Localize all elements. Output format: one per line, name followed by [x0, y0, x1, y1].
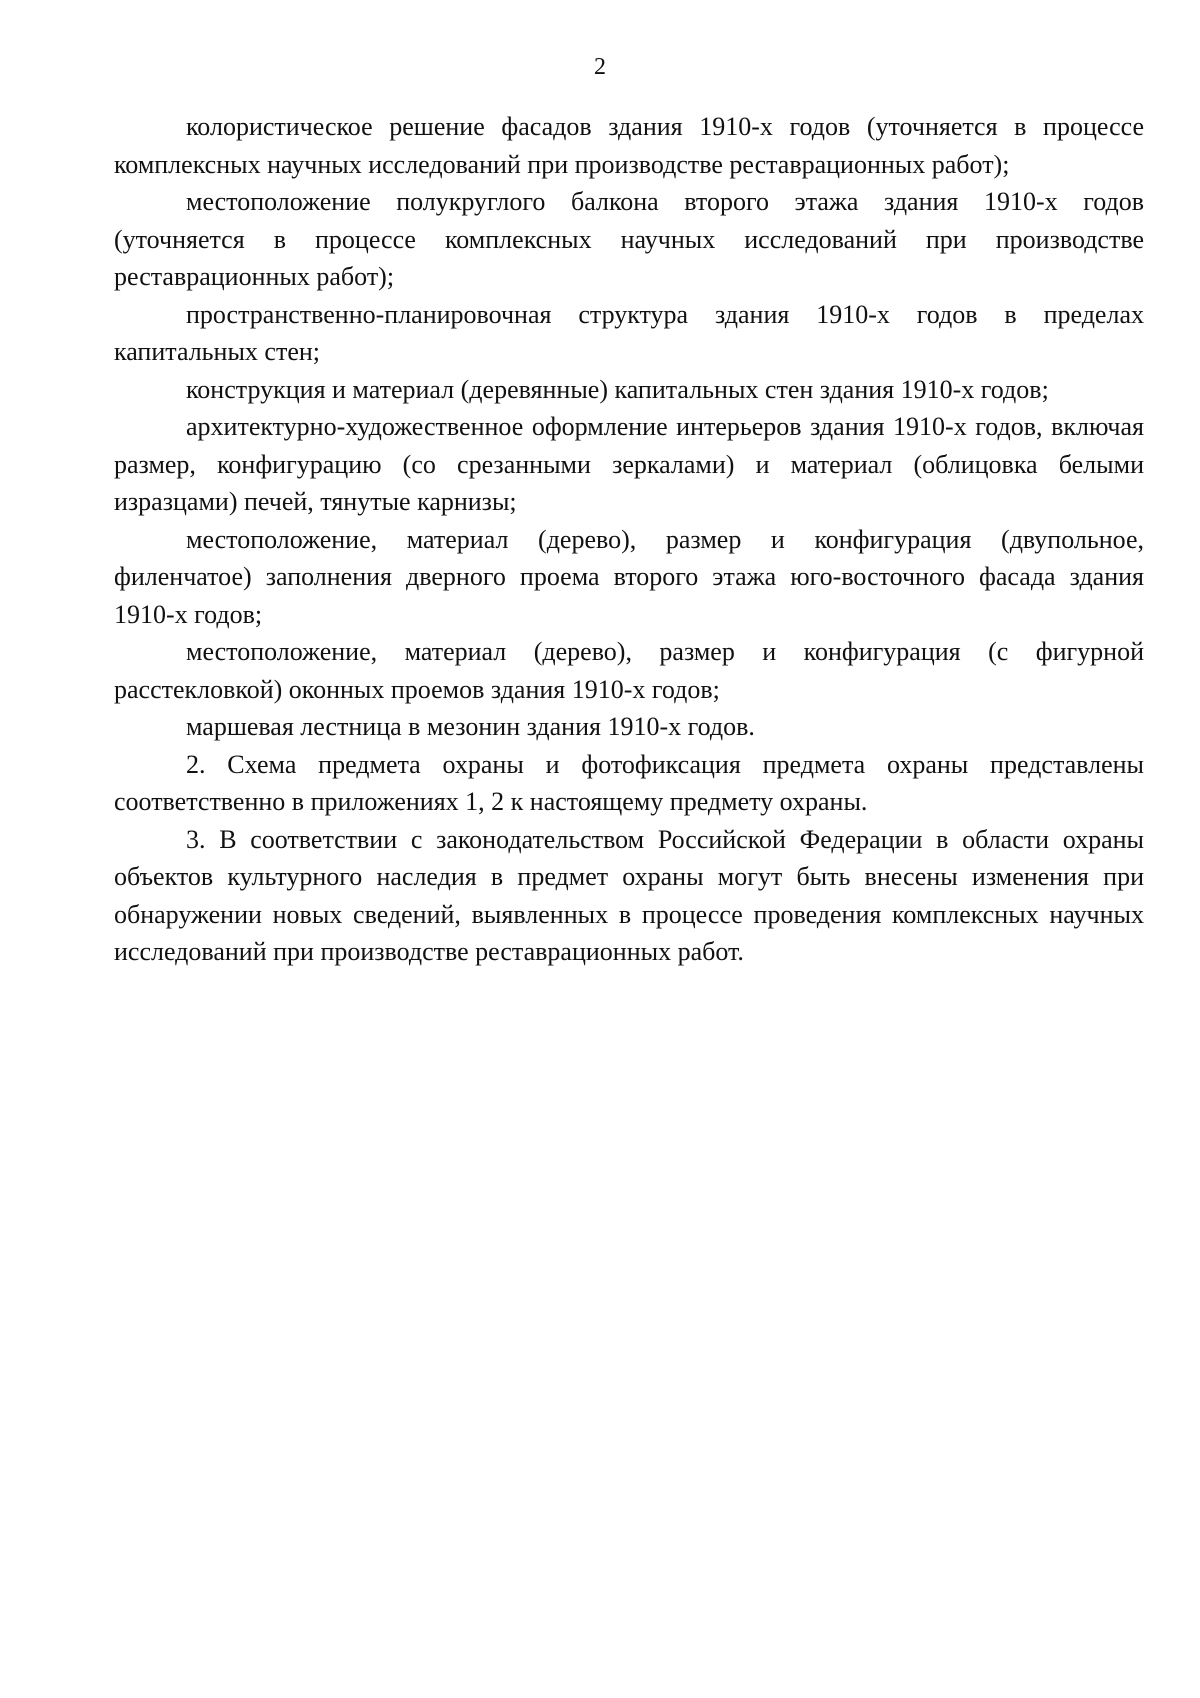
paragraph-item-3: 3. В соответствии с законодательством Российской Федерации в области охраны объектов культурного наследия в предмет охраны могут быть внесены изменения при обнаружении новых сведений, выявленных в процессе проведения комплексных научных исследований при производстве реставрационных работ. [114, 824, 1144, 966]
document-body [114, 108, 1144, 971]
page-number: 2 [594, 54, 606, 80]
paragraph-color-solution: колористическое решение фасадов здания 1910-х годов (уточняется в процессе комплексных научных исследований при производстве реставрационных работ); [114, 112, 1144, 179]
paragraph-spatial-structure: пространственно-планировочная структура здания 1910-х годов в пределах капитальных стен; [114, 299, 1144, 366]
paragraph-interior-design: архитектурно-художественное оформление интерьеров здания 1910-х годов, включая размер, конфигурацию (со срезанными зеркалами) и материал (облицовка белыми изразцами) печей, тянутые карнизы; [114, 412, 1144, 516]
paragraph-window-openings: местоположение, материал (дерево), размер и конфигурация (с фигурной расстекловкой) оконных проемов здания 1910-х годов; [114, 637, 1144, 704]
paragraph-staircase: маршевая лестница в мезонин здания 1910-х годов. [186, 712, 755, 741]
paragraph-walls-construction: конструкция и материал (деревянные) капитальных стен здания 1910-х годов; [186, 374, 1049, 404]
paragraph-door-opening: местоположение, материал (дерево), размер и конфигурация (двупольное, филенчатое) заполнения дверного проема второго этажа юго-восточного фасада здания 1910-х годов; [114, 524, 1144, 629]
paragraph-balcony-location: местоположение полукруглого балкона второго этажа здания 1910-х годов (уточняется в процессе комплексных научных исследований при производстве реставрационных работ); [114, 187, 1144, 291]
paragraph-item-2: 2. Схема предмета охраны и фотофиксация предмета охраны представлены соответственно в приложениях 1, 2 к настоящему предмету охраны. [114, 749, 1144, 816]
